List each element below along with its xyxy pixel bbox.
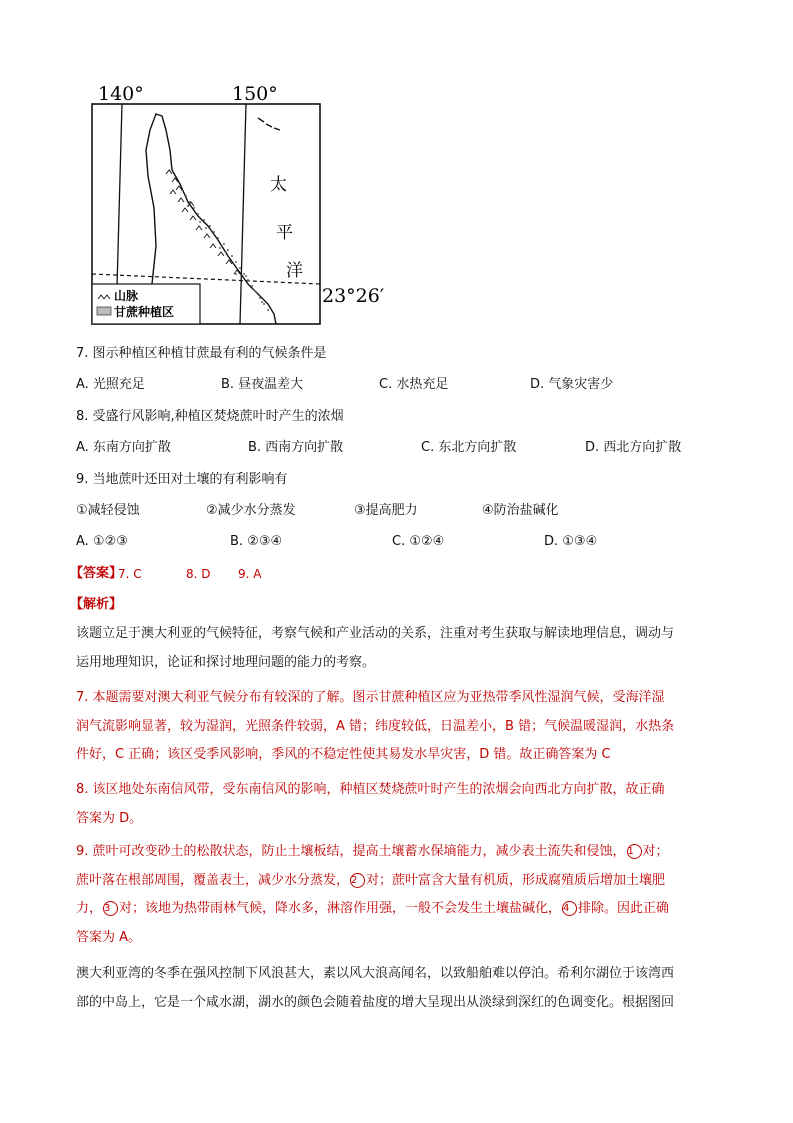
legend-sugarcane-icon: [97, 307, 111, 315]
answer-7: 7. C: [118, 567, 142, 581]
analysis-q9-line-2b: 对；蔗叶富含大量有机质，形成腐殖质后增加土壤肥: [366, 872, 666, 888]
circled-3: 3: [103, 901, 118, 916]
analysis-q9-line-1b: 对；: [642, 844, 669, 859]
q8-stem: 8. 受盛行风影响,种植区焚烧蔗叶时产生的浓烟: [76, 409, 344, 424]
analysis-intro-line-1: 该题立足于澳大利亚的气候特征，考察气候和产业活动的关系，注重对考生获取与解读地理信息，调动与: [76, 626, 675, 641]
lon-150-label: 150°: [232, 83, 278, 105]
analysis-q9-line-1: [76, 838, 716, 867]
q7-option-c: C. 水热充足: [379, 377, 449, 392]
legend-mountain-label: 山脉: [114, 289, 139, 303]
analysis-q8: [76, 776, 736, 833]
analysis-intro-line-2: 运用地理知识，论证和探讨地理问题的能力的考察。: [76, 654, 376, 670]
circled-1: 1: [627, 844, 642, 859]
ocean-label-3: 洋: [286, 261, 303, 281]
analysis-q7-line-1: 7. 本题需要对澳大利亚气候分布有较深的了解。图示甘蔗种植区应为亚热带季风性湿润气候，受海洋湿: [76, 690, 665, 705]
ocean-label-1: 太: [270, 175, 287, 195]
q9-stem: 9. 当地蔗叶还田对土壤的有利影响有: [76, 472, 288, 487]
analysis-intro: [76, 620, 736, 677]
answer-8: 8. D: [186, 567, 211, 581]
analysis-q7: [76, 684, 736, 770]
q7-option-b: B. 昼夜温差大: [221, 377, 304, 392]
answer-9: 9. A: [238, 567, 262, 581]
answer-label: 【答案】: [70, 566, 123, 581]
q8-option-a: A. 东南方向扩散: [76, 440, 171, 455]
q9-options: [76, 530, 736, 554]
q9-option-d: D. ①③④: [544, 534, 598, 549]
q9-option-b: B. ②③④: [230, 534, 283, 549]
question-7: [76, 342, 736, 366]
analysis-q9: [76, 838, 736, 952]
analysis-label-row: [70, 593, 736, 617]
q9-item-3: ③提高肥力: [354, 503, 418, 518]
q9-item-4: ④防治盐碱化: [482, 503, 559, 518]
question-8: [76, 405, 736, 429]
analysis-q9-line-3c: 排除。因此正确: [578, 901, 670, 916]
next-passage-line-2: 部的中岛上，它是一个咸水湖，湖水的颜色会随着盐度的增大呈现出从淡绿到深红的色调变化。根据图回: [76, 994, 675, 1010]
q9-option-c: C. ①②④: [392, 534, 445, 549]
q8-option-d: D. 西北方向扩散: [585, 440, 682, 455]
q9-item-1: ①减轻侵蚀: [76, 503, 140, 518]
analysis-q8-line-1: 8. 该区地处东南信风带，受东南信风的影响，种植区焚烧蔗叶时产生的浓烟会向西北方向扩散，故正确: [76, 782, 665, 797]
q7-stem: 7. 图示种植区种植甘蔗最有利的气候条件是: [76, 346, 327, 361]
circled-2: 2: [350, 873, 365, 888]
map-svg: [86, 78, 386, 328]
analysis-q9-line-2a: 蔗叶落在根部周围，覆盖表土，减少水分蒸发，: [76, 872, 350, 888]
q9-item-2: ②减少水分蒸发: [206, 503, 296, 518]
analysis-q9-line-1a: 9. 蔗叶可改变砂土的松散状态，防止土壤板结，提高土壤蓄水保墒能力，减少表土流失和侵蚀，: [76, 844, 626, 859]
ocean-label-2: 平: [276, 223, 293, 243]
question-9: [76, 468, 736, 492]
analysis-q9-line-3: [76, 895, 716, 924]
answer-row: [70, 562, 736, 586]
next-passage-line-1: 澳大利亚湾的冬季在强风控制下风浪甚大，素以风大浪高闻名，以致船舶难以停泊。希利尔湖位于该湾西: [76, 966, 675, 981]
q7-option-d: D. 气象灾害少: [530, 377, 614, 392]
analysis-label: 【解析】: [70, 597, 123, 612]
tropic-label: 23°26′: [322, 285, 385, 307]
analysis-q7-line-3: 件好，C 正确；该区受季风影响，季风的不稳定性使其易发水旱灾害，D 错。故正确答案为 C: [76, 747, 611, 762]
legend-sugarcane-label: 甘蔗种植区: [114, 305, 175, 319]
analysis-q9-line-3a: 力，: [76, 901, 103, 916]
q8-option-c: C. 东北方向扩散: [421, 440, 517, 455]
analysis-q9-line-3b: 对；该地为热带雨林气候，降水多，淋溶作用强，一般不会发生土壤盐碱化，: [119, 901, 562, 916]
q9-option-a: A. ①②③: [76, 534, 128, 549]
q8-option-b: B. 西南方向扩散: [248, 440, 344, 455]
analysis-q9-line-2: [76, 867, 716, 896]
lon-140-label: 140°: [98, 83, 144, 105]
analysis-q8-line-2: 答案为 D。: [76, 810, 143, 826]
next-passage: [76, 960, 736, 1017]
analysis-q9-line-4: 答案为 A。: [76, 929, 142, 945]
q7-options: [76, 373, 736, 397]
circled-4: 4: [562, 901, 577, 916]
q9-items: [76, 499, 736, 523]
analysis-q7-line-2: 润气流影响显著，较为湿润，光照条件较弱，A 错；纬度较低，日温差小，B 错；气候温暖湿润，水热条: [76, 718, 675, 734]
q8-options: [76, 436, 736, 460]
q7-option-a: A. 光照充足: [76, 377, 145, 392]
map-figure: [86, 78, 386, 328]
